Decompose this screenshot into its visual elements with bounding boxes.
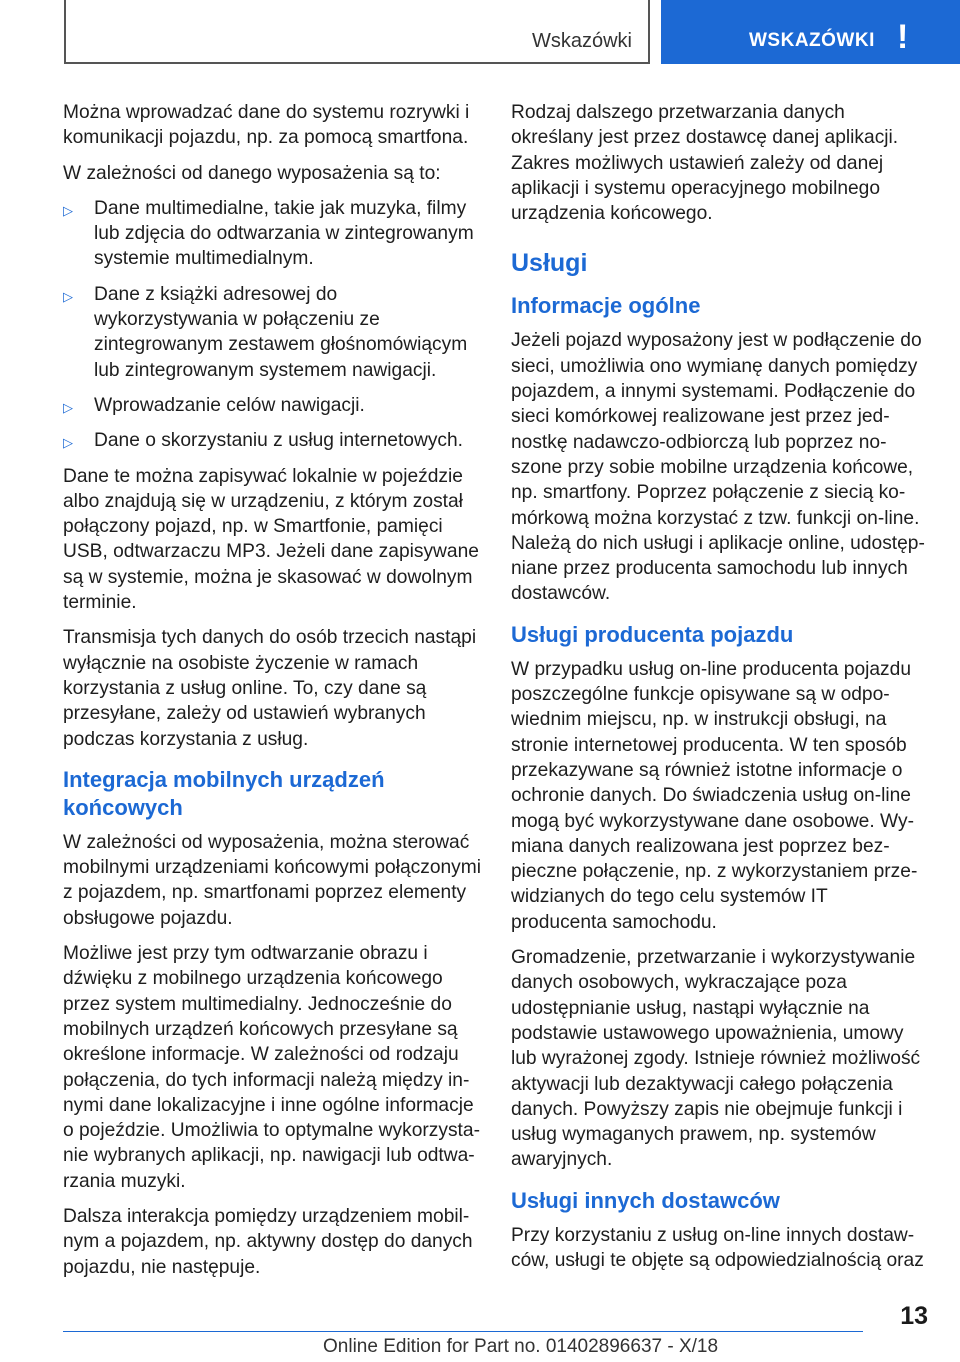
left-column bbox=[63, 100, 481, 1290]
list-item bbox=[63, 428, 481, 453]
chapter-tab bbox=[661, 0, 960, 64]
paragraph: Możliwe jest przy tym odtwarzanie obrazu i dźwięku z mobilnego urządzenia końcowego przez system multimedialny. Jednocześnie do mobilnych urządzeń końcowych przesyłane są określone informacje. W zależności od rodzaju połączenia, do tych informacji należą między innymi dane lokalizacyjne i inne ogólne informacje o pojeździe. Umożliwia to optymalne wykorzystanie wybranych aplikacji, np. nawigacji lub odtwarzania muzyki. bbox=[63, 943, 480, 1192]
exclamation-icon: ! bbox=[897, 18, 909, 56]
heading-general-info: Informacje ogólne bbox=[511, 293, 701, 319]
footer-divider bbox=[63, 1331, 863, 1332]
paragraph: Dalsza interakcja pomiędzy urządzeniem mobilnym a pojazdem, np. aktywny dostęp do danych pojazdu, nie następuje. bbox=[63, 1205, 473, 1278]
paragraph: Transmisja tych danych do osób trzecich nastąpi wyłącznie na osobiste życzenie w ramach korzystania z usług online. To, czy dane są przesyłane, zależy od ustawień wybranych podczas korzystania z usług. bbox=[63, 627, 477, 750]
right-column bbox=[511, 100, 926, 1283]
paragraph: W zależności od wyposażenia, można sterować mobilnymi urządzeniami końcowymi połączonymi z pojazdem, np. smartfonami poprzez elementy obsługowe pojazdu. bbox=[63, 831, 482, 929]
list-item-text: Dane o skorzystaniu z usług internetowych. bbox=[94, 430, 464, 452]
paragraph: W przypadku usług on-line producenta pojazdu poszczególne funkcje opisywane są w odpowiednim miejscu, np. w instrukcji obsługi, na stronie internetowej producenta. W ten sposób przekazywane są również istotne informacje o ochronie danych. Do świadczenia usług on-line mogą być wykorzystywane dane osobowe. Wymiana danych realizowana jest poprzez bezpieczne połączenie, np. z wykorzystaniem przewidzianych do tego celu systemów IT producenta samochodu. bbox=[511, 658, 918, 933]
header-section-box bbox=[64, 0, 650, 64]
triangle-bullet-icon: ▷ bbox=[63, 288, 73, 304]
heading-manufacturer-services: Usługi producenta pojazdu bbox=[511, 621, 794, 647]
list-item-text: Wprowadzanie celów nawigacji. bbox=[94, 394, 365, 416]
paragraph: Można wprowadzać dane do systemu rozrywki i komunikacji pojazdu, np. za pomocą smartfona. bbox=[63, 102, 470, 149]
triangle-bullet-icon: ▷ bbox=[63, 202, 73, 218]
list-item-text: Dane z książki adresowej do wykorzystywania w połączeniu ze zintegrowanym zestawem głośnomówiącym lub zintegrowanym systemem nawigacji. bbox=[94, 283, 468, 381]
footer-edition-text: Online Edition for Part no. 01402896637 - X/18 bbox=[323, 1336, 719, 1357]
list-item bbox=[63, 393, 481, 418]
paragraph: Gromadzenie, przetwarzanie i wykorzystywanie danych osobowych, wykraczające poza udostępnianie usług, nastąpi wyłącznie na podstawie ustawowego upoważnienia, umowy lub wyrażonej zgody. Istnieje również możliwość aktywacji lub dezaktywacji całego połączenia danych. Powyższy zapis nie obejmuje funkcji i usług wymaganych prawem, np. systemów awaryjnych. bbox=[511, 947, 921, 1171]
paragraph: Dane te można zapisywać lokalnie w pojeździe albo znajdują się w urządzeniu, z którym został połączony pojazd, np. w Smartfonie, pamięci USB, odtwarzaczu MP3. Jeżeli dane zapisywane są w systemie, można je skasować w dowolnym terminie. bbox=[63, 465, 479, 614]
paragraph: Przy korzystaniu z usług on-line innych dostawców, usługi te objęte są odpowiedzialnością oraz bbox=[511, 1224, 924, 1271]
heading-mobile-integration: Integracja mobilnych urządzeń końcowych bbox=[63, 766, 385, 820]
list-item-text: Dane multimedialne, takie jak muzyka, filmy lub zdjęcia do odtwarzania w zintegrowanym systemie multimedialnym. bbox=[94, 197, 474, 270]
list-item bbox=[63, 282, 481, 383]
paragraph: Rodzaj dalszego przetwarzania danych określany jest przez dostawcę danej aplikacji. Zakres możliwych ustawień zależy od danej aplikacji i systemu operacyjnego mobilnego urządzenia końcowego. bbox=[511, 102, 899, 225]
triangle-bullet-icon: ▷ bbox=[63, 435, 73, 451]
heading-other-providers: Usługi innych dostawców bbox=[511, 1187, 780, 1213]
section-title: Wskazówki bbox=[531, 30, 632, 52]
page-number: 13 bbox=[900, 1302, 928, 1330]
list-item bbox=[63, 196, 481, 272]
paragraph: Jeżeli pojazd wyposażony jest w podłączenie do sieci, umożliwia ono wymianę danych pomiędzy pojazdem, a innymi systemami. Podłączenie do sieci komórkowej realizowane jest przez jednostkę nadawczo-odbiorczą lub poprzez noszone przy sobie mobilne urządzenia końcowe, np. smartfony. Poprzez połączenie z siecią komórkową można korzystać z tzw. funkcji on-line. Należą do nich usługi i aplikacje online, udostępniane przez producenta samochodu lub innych dostawców. bbox=[511, 330, 925, 605]
heading-services: Usługi bbox=[511, 249, 588, 278]
triangle-bullet-icon: ▷ bbox=[63, 399, 73, 415]
chapter-tab-label: WSKAZÓWKI bbox=[749, 30, 875, 51]
paragraph: W zależności od danego wyposażenia są to: bbox=[63, 162, 441, 184]
bullet-list bbox=[63, 196, 481, 454]
